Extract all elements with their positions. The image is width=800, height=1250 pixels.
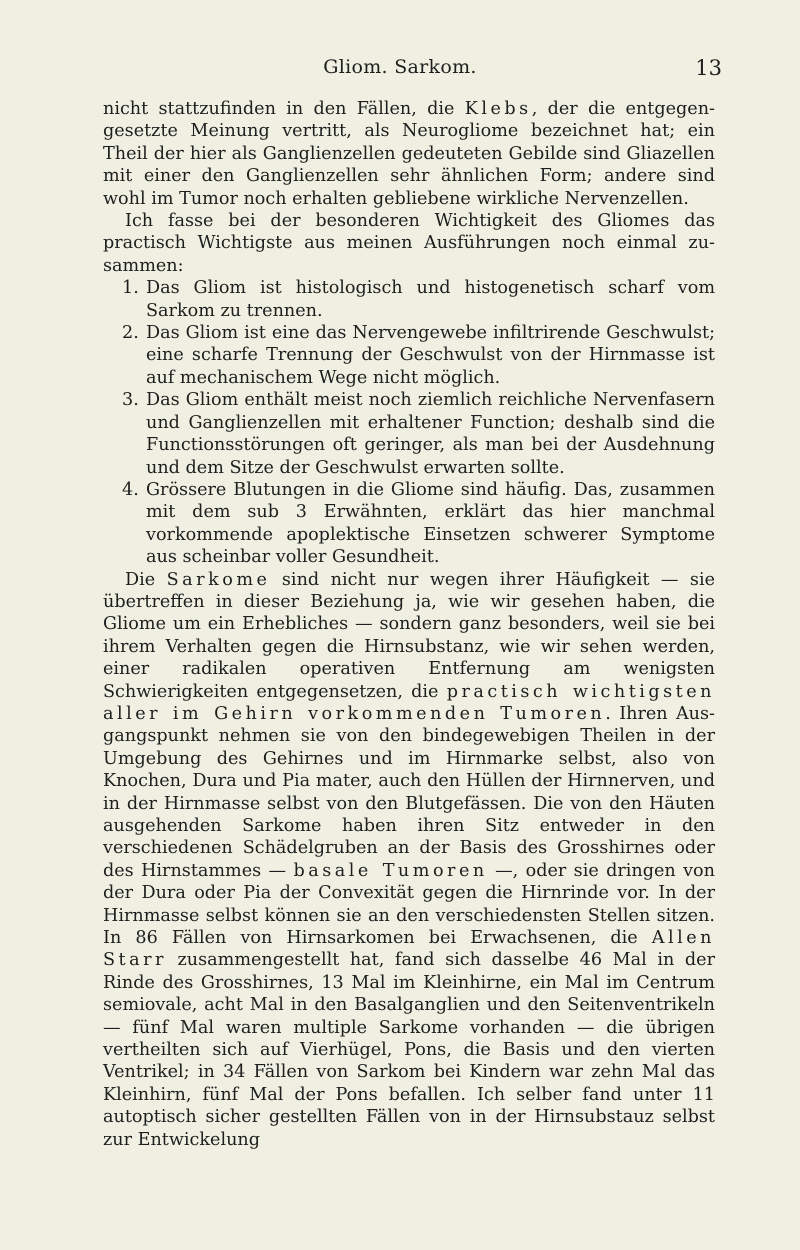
text-run: nicht stattzufinden in den Fällen, die	[103, 99, 465, 119]
list-number: 3.	[122, 390, 139, 411]
list-item-text: Grössere Blutungen in die Gliome sind häufig. Das, zusammen mit dem sub 3 Erwähnten, erklärt das hier manchmal vorkommende apoplektische Einsetzen schwerer Symptome aus scheinbar voller Gesundheit.	[146, 479, 715, 568]
term-sarkome: Sarkome	[166, 569, 271, 590]
emphasis-practisch-wichtigsten: practisch wichtigsten aller im Gehirn vorkommenden Tumoren	[103, 681, 715, 724]
page-header	[0, 56, 800, 86]
list-item-text: Das Gliom enthält meist noch ziemlich reichliche Nervenfasern und Ganglienzellen mit erhaltener Function; deshalb sind die Functionsstörungen oft geringer, als man bei der Ausdehnung und dem Sitze der Geschwulst erwarten sollte.	[146, 390, 715, 478]
list-number: 2.	[122, 323, 139, 344]
list-number: 1.	[122, 278, 139, 299]
list-item	[103, 322, 715, 389]
author-name-allen-starr: Allen Starr	[103, 928, 715, 971]
body-text	[103, 98, 715, 1151]
list-item	[103, 389, 715, 479]
text-run: sind nicht nur wegen ihrer Häufigkeit — sie übertreffen in dieser Beziehung ja, wie wir gesehen haben, die Gliome um ein Erhebliches — sondern ganz besonders, weil sie bei ihrem Verhalten gegen die Hirnsubstanz, wie wir sehen werden, einer radikalen operativen Entfernung am wenigsten Schwierigkeiten entgegensetzen, die	[103, 569, 715, 702]
text-run: , der die entgegengesetzte Meinung vertritt, als Neurogliome bezeichnet hat; ein Theil der hier als Ganglienzellen gedeuteten Gebilde sind Gliazellen mit einer den Ganglienzellen sehr ähnlichen Form; andere sind wohl im Tumor noch erhalten gebliebene wirkliche Nervenzellen.	[103, 99, 715, 209]
term-basale-tumoren: basale Tumoren	[293, 860, 488, 881]
list-item	[103, 479, 715, 569]
text-run: zusammengestellt hat, fand sich dasselbe 46 Mal in der Rinde des Grosshirnes, 13 Mal im Kleinhirne, ein Mal im Centrum semiovale, acht Mal in den Basalganglien und den Seitenventrikeln — fünf Mal waren multiple Sarkome vorhanden — die übrigen vertheilten sich auf Vierhügel, Pons, die Basis und den vierten Ventrikel; in 34 Fällen von Sarkom bei Kindern war zehn Mal das Kleinhirn, fünf Mal der Pons befallen. Ich selber fand unter 11 autoptisch sicher gestellten Fällen von in der Hirnsubstauz selbst zur Entwickelung	[103, 950, 715, 1150]
summary-paragraph: Ich fasse bei der besonderen Wichtigkeit des Gliomes das practisch Wichtigste aus meinen Ausführungen noch einmal zusammen:	[103, 211, 715, 276]
list-item-text: Das Gliom ist histologisch und histogenetisch scharf vom Sarkom zu trennen.	[146, 278, 715, 321]
list-item	[103, 277, 715, 322]
running-title: Gliom. Sarkom.	[323, 56, 477, 78]
sarkome-paragraph	[103, 569, 715, 1152]
author-name-klebs: Klebs	[464, 99, 532, 119]
page-number: 13	[695, 56, 722, 80]
intro-paragraph	[103, 98, 715, 210]
list-number: 4.	[122, 479, 139, 500]
key-points-list	[103, 277, 715, 568]
text-run: Die	[125, 569, 167, 590]
text-run: —, oder sie dringen von der Dura oder Pia der Convexität gegen die Hirnrinde vor. In der Hirnmasse selbst können sie an den verschiedensten Stellen sitzen. In 86 Fällen von Hirnsarkomen bei Erwachsenen, die	[103, 860, 715, 949]
text-run: . Ihren Ausgangspunkt nehmen sie von den bindegewebigen Theilen in der Umgebung des Gehirnes und im Hirnmarke selbst, also von Knochen, Dura und Pia mater, auch den Hüllen der Hirnnerven, und in der Hirnmasse selbst von den Blutgefässen. Die von den Häuten ausgehenden Sarkome haben ihren Sitz entweder in den verschiedenen Schädelgruben an der Basis des Grosshirnes oder des Hirnstammes —	[103, 703, 715, 881]
list-item-text: Das Gliom ist eine das Nervengewebe infiltrirende Geschwulst; eine scharfe Trennung der Geschwulst von der Hirnmasse ist auf mechanischem Wege nicht möglich.	[146, 323, 715, 388]
